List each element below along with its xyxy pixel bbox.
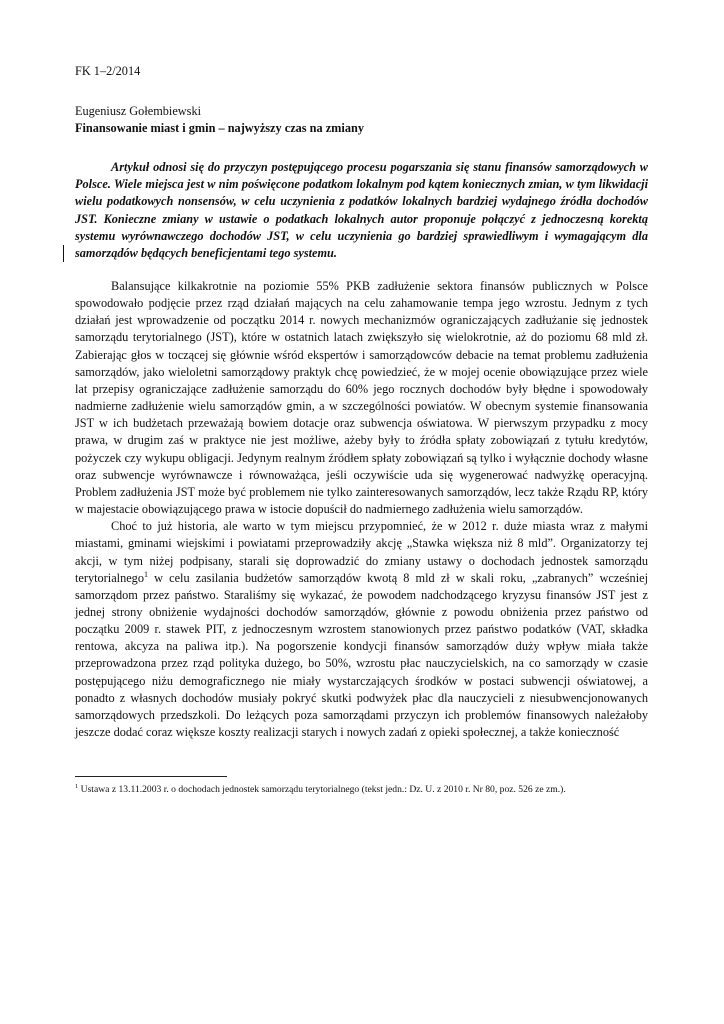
body-paragraph-2-text-b: w celu zasilania budżetów samorządów kwotą 8 mld zł w skali roku, „zabranych” wcześniej samorządom przez państwo. Staraliśmy się wykazać, że powodem nadchodzącego kryzysu finansów JST jest z jednej strony obniżenie wydajności dochodów samorządów, głównie z powodu obniżenia przez państwo od początku 2009 r. stawek PIT, z jednoczesnym wzrostem stanowionych przez państwo podatków (VAT, składka rentowa, akcyza na paliwa itp.). Na pogorszenie kondycji finansów samorządów duży wpływ miała także przeprowadzona przez rząd polityka dużego, bo 50%, wzrostu płac nauczycielskich, na co samorządy w czasie postępującego niżu demograficznego nie miały wystarczających środków w postaci subwencji oświatowej, a ponadto z własnych dochodów musiały pokryć skutki podwyżek płac dla nauczycieli z niesubwencjonowanych samorządowych przedszkoli. Do leżących poza samorządami przyczyn ich problemów finansowych należałoby jeszcze dodać coraz większe koszty realizacji starych i nowych zadań z opieki społecznej, a także konieczność bbox=[75, 570, 648, 740]
footnote bbox=[75, 783, 648, 797]
body-paragraph-2 bbox=[75, 518, 648, 741]
footnote-text: Ustawa z 13.11.2003 r. o dochodach jednostek samorządu terytorialnego (tekst jedn.: Dz. U. z 2010 r. Nr 80, poz. 526 ze zm.). bbox=[78, 784, 566, 795]
article-body bbox=[75, 278, 648, 741]
journal-reference: FK 1–2/2014 bbox=[75, 64, 141, 78]
footnote-number: 1 bbox=[75, 783, 79, 790]
article-title: Finansowanie miast i gmin – najwyższy czas na zmiany bbox=[75, 121, 364, 135]
body-paragraph-2-text-a: Choć to już historia, ale warto w tym miejscu przypomnieć, że w 2012 r. duże miasta wraz z małymi miastami, gminami wiejskimi i powiatami przeprowadziły akcję „Stawka większa niż 8 mld”. Organizatorzy tej akcji, w tym niżej podpisany, starali się doprowadzić do zmiany ustawy o dochodach jednostek samorządu terytorialnego bbox=[75, 519, 648, 585]
footnote-reference: 1 bbox=[143, 569, 148, 579]
abstract-paragraph: Artykuł odnosi się do przyczyn postępującego procesu pogarszania się stanu finansów samorządowych w Polsce. Wiele miejsca jest w nim poświęcone podatkom lokalnym pod kątem koniecznych zmian, w tym likwidacji wielu podatkowych nonsensów, w celu uczynienia z podatków lokalnych bardziej wydajnego źródła dochodów JST. Konieczne zmiany w ustawie o podatkach lokalnych autor proponuje połączyć z jednoczesną korektą systemu wyrównawczego dochodów JST, w celu uczynienia go bardziej sprawiedliwym i wymagającym dla samorządów będących beneficjentami tego systemu. bbox=[75, 160, 648, 261]
author-name: Eugeniusz Gołembiewski bbox=[75, 104, 202, 118]
body-paragraph-1: Balansujące kilkakrotnie na poziomie 55% PKB zadłużenie sektora finansów publicznych w Polsce spowodowało podjęcie przez rząd działań mających na celu zahamowanie tempa jego wzrostu. Jednym z tych działań jest wprowadzenie od początku 2014 r. nowych mechanizmów ograniczających zadłużanie się jednostek samorządu terytorialnego (JST), które w ostatnich latach zwiększyło się wielokrotnie, aż do poziomu 68 mld zł. Zabierając głos w toczącej się głównie wśród ekspertów i samorządowców debacie na temat problemu zadłużenia samorządów, jako wieloletni samorządowy praktyk chcę powiedzieć, że w mojej ocenie obowiązujące przez wiele lat przepisy ograniczające zadłużenie samorządu do 60% jego rocznych dochodów były błędne i spowodowały nadmierne zadłużenie wielu samorządów gmin, a w szczególności powiatów. W obecnym systemie finansowania JST w ich budżetach przeważają bowiem dotacje oraz subwencja oświatowa. W pierwszym przypadku z mocy prawa, w drugim zaś w praktyce nie jest możliwe, ażeby były to źródła spłaty zobowiązań z tytułu kredytów, pożyczek czy wykupu obligacji. Jedynym realnym źródłem spłaty zobowiązań są tylko i wyłącznie dochody własne oraz subwencje wyrównawcze i równoważąca, jeśli oczywiście uda się wygenerować nadwyżkę operacyjną. Problem zadłużenia JST może być problemem nie tylko zainteresowanych samorządów, lecz także Rządu RP, który w majestacie obowiązującego prawa w istocie dopuścił do nadmiernego zadłużenia wielu samorządów. bbox=[75, 279, 648, 517]
footnote-separator bbox=[75, 776, 227, 777]
revision-change-bar bbox=[63, 245, 64, 262]
